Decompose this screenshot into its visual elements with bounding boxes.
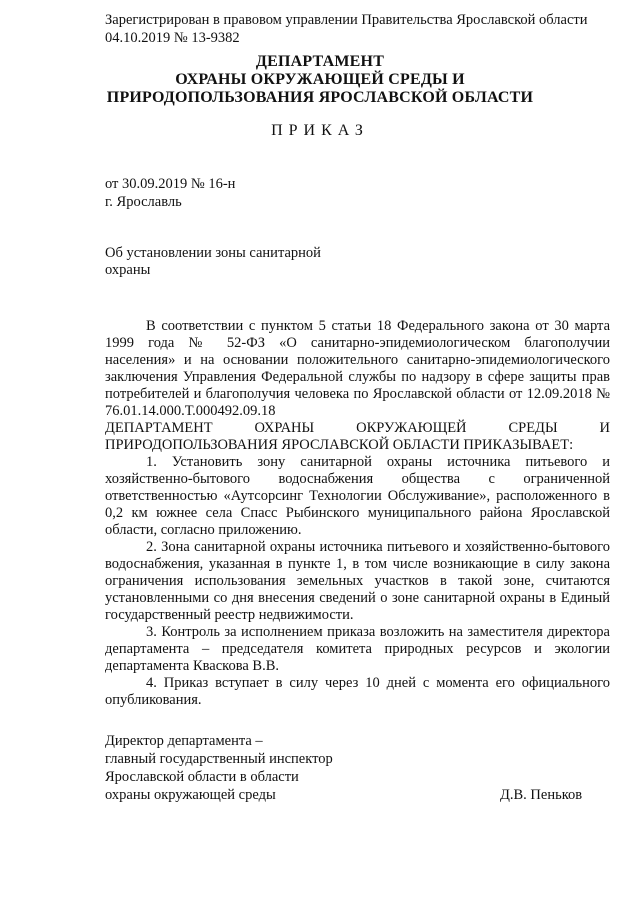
signature-position-line-2: главный государственный инспектор bbox=[105, 751, 333, 767]
signature-position-line-3: Ярославской области в области bbox=[105, 769, 299, 785]
registration-line-2: 04.10.2019 № 13-9382 bbox=[105, 30, 240, 46]
department-line-2: ОХРАНЫ ОКРУЖАЮЩЕЙ СРЕДЫ И bbox=[175, 71, 465, 88]
orders-paragraph: ДЕПАРТАМЕНТ ОХРАНЫ ОКРУЖАЮЩЕЙ СРЕДЫ И ПРИРОДОПОЛЬЗОВАНИЯ ЯРОСЛАВСКОЙ ОБЛАСТИ ПРИКАЗЫВАЕТ: bbox=[105, 420, 610, 453]
document-city: г. Ярославль bbox=[105, 194, 182, 210]
department-line-1: ДЕПАРТАМЕНТ bbox=[255, 53, 385, 70]
order-item-3: 3. Контроль за исполнением приказа возложить на заместителя директора департамента – председателя комитета природных ресурсов и экологии департамента Кваскова В.В. bbox=[105, 624, 610, 674]
order-item-4: 4. Приказ вступает в силу через 10 дней с момента его официального опубликования. bbox=[105, 675, 610, 708]
document-subject: Об установлении зоны санитарной охраны bbox=[105, 245, 321, 278]
signature-position-line-1: Директор департамента – bbox=[105, 733, 263, 749]
document-date-number: от 30.09.2019 № 16-н bbox=[105, 176, 236, 192]
signatory-name: Д.В. Пеньков bbox=[500, 787, 583, 803]
signature-position-line-4: охраны окружающей среды bbox=[105, 787, 276, 803]
signature-block bbox=[105, 732, 610, 804]
document-title: ПРИКАЗ bbox=[271, 122, 369, 139]
document-body bbox=[105, 318, 610, 709]
registration-line-1: Зарегистрирован в правовом управлении Правительства Ярославской области bbox=[105, 12, 588, 28]
preamble-paragraph: В соответствии с пунктом 5 статьи 18 Федерального закона от 30 марта 1999 года № 52-ФЗ «О санитарно-эпидемиологическом благополучии населения» и на основании положительного санитарно-эпидемиологического заключения Управления Федеральной службы по надзору в сфере защиты прав потребителей и благополучия человека по Ярославской области от 12.09.2018 № 76.01.14.000.Т.000492.09.18 bbox=[105, 318, 610, 419]
department-line-3: ПРИРОДОПОЛЬЗОВАНИЯ ЯРОСЛАВСКОЙ ОБЛАСТИ bbox=[106, 89, 534, 106]
order-item-2: 2. Зона санитарной охраны источника питьевого и хозяйственно-бытового водоснабжения, указанная в пункте 1, в том числе возникающие в силу закона ограничения использования земельных участков в такой зоне, считаются установленными со дня внесения сведений о зоне санитарной охраны в Единый государственный реестр недвижимости. bbox=[105, 539, 610, 623]
order-item-1: 1. Установить зону санитарной охраны источника питьевого и хозяйственно-бытового водоснабжения общества с ограниченной ответственностью «Аутсорсинг Технологии Обслуживание», расположенного в 0,2 км южнее села Спасс Рыбинского муниципального района Ярославской области, согласно приложению. bbox=[105, 454, 610, 538]
